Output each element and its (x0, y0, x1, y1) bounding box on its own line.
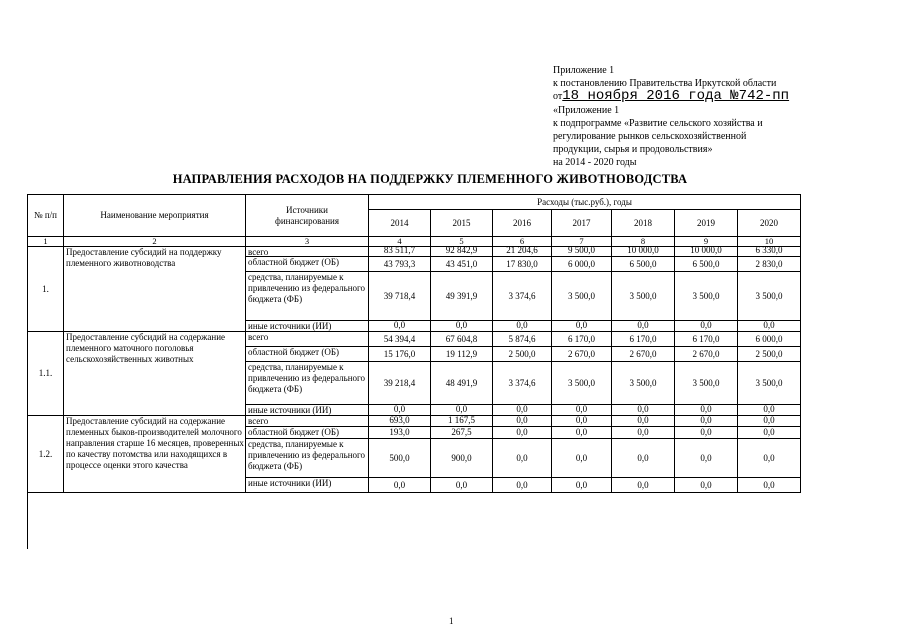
value-cell: 0,0 (493, 405, 552, 416)
value-cell: 2 670,0 (552, 347, 612, 362)
value-cell: 0,0 (738, 416, 801, 427)
col-number: 10 (738, 237, 801, 247)
value-cell: 0,0 (738, 405, 801, 416)
value-cell: 19 112,9 (431, 347, 493, 362)
header-year: 2014 (369, 210, 431, 237)
value-cell: 6 170,0 (675, 332, 738, 347)
col-number: 5 (431, 237, 493, 247)
page-number: 1 (449, 616, 454, 626)
source-cell: средства, планируемые к привлечению из федерального бюджета (ФБ) (246, 362, 369, 405)
value-cell: 0,0 (738, 439, 801, 478)
col-number: 4 (369, 237, 431, 247)
value-cell: 15 176,0 (369, 347, 431, 362)
header-year: 2016 (493, 210, 552, 237)
value-cell: 6 170,0 (612, 332, 675, 347)
value-cell: 54 394,4 (369, 332, 431, 347)
col-number: 1 (28, 237, 64, 247)
value-cell: 67 604,8 (431, 332, 493, 347)
value-cell: 2 830,0 (738, 257, 801, 272)
value-cell: 0,0 (738, 427, 801, 439)
value-cell: 3 500,0 (552, 272, 612, 321)
value-cell: 900,0 (431, 439, 493, 478)
col-number: 3 (246, 237, 369, 247)
value-cell: 500,0 (369, 439, 431, 478)
value-cell: 6 330,0 (738, 247, 801, 257)
header-year: 2020 (738, 210, 801, 237)
value-cell: 9 500,0 (552, 247, 612, 257)
header-name: Наименование мероприятия (64, 195, 246, 237)
section-number: 1.1. (28, 332, 64, 416)
header-line-4: «Приложение 1 (553, 104, 620, 116)
section-number: 1.2. (28, 416, 64, 493)
value-cell: 3 374,6 (493, 362, 552, 405)
source-cell: областной бюджет (ОБ) (246, 427, 369, 439)
header-year: 2018 (612, 210, 675, 237)
handwritten-date: 18 ноября 2016 года №742-пп (562, 88, 790, 105)
value-cell: 3 500,0 (738, 272, 801, 321)
header-source: Источники финансирования (246, 195, 369, 237)
header-line-2: к постановлению Правительства Иркутской области (553, 78, 777, 90)
section-name: Предоставление субсидий на содержание племенного маточного поголовья сельскохозяйственных животных (64, 332, 246, 416)
value-cell: 0,0 (493, 416, 552, 427)
value-cell: 0,0 (493, 439, 552, 478)
section-number: 1. (28, 247, 64, 332)
source-cell: иные источники (ИИ) (246, 478, 369, 493)
header-year: 2015 (431, 210, 493, 237)
source-cell: иные источники (ИИ) (246, 321, 369, 332)
source-cell: всего (246, 332, 369, 347)
source-cell: областной бюджет (ОБ) (246, 257, 369, 272)
value-cell: 0,0 (552, 427, 612, 439)
header-line-7: продукции, сырья и продовольствия» (553, 144, 713, 156)
value-cell: 43 793,3 (369, 257, 431, 272)
source-cell: средства, планируемые к привлечению из федерального бюджета (ФБ) (246, 439, 369, 478)
value-cell: 3 500,0 (612, 272, 675, 321)
value-cell: 6 170,0 (552, 332, 612, 347)
header-line-6: регулирование рынков сельскохозяйственной (553, 131, 747, 143)
value-cell: 0,0 (612, 321, 675, 332)
value-cell: 267,5 (431, 427, 493, 439)
value-cell: 48 491,9 (431, 362, 493, 405)
col-number: 9 (675, 237, 738, 247)
section-name: Предоставление субсидий на содержание племенных быков-производителей молочного направления старше 16 месяцев, проверенных по качеству потомства или находящихся в процессе оценки этого качества (64, 416, 246, 493)
value-cell: 2 670,0 (675, 347, 738, 362)
value-cell: 43 451,0 (431, 257, 493, 272)
value-cell: 3 500,0 (675, 272, 738, 321)
value-cell: 2 670,0 (612, 347, 675, 362)
value-cell: 3 374,6 (493, 272, 552, 321)
header-expenses: Расходы (тыс.руб.), годы (369, 195, 801, 210)
header-year: 2017 (552, 210, 612, 237)
value-cell: 0,0 (675, 416, 738, 427)
source-cell: всего (246, 416, 369, 427)
value-cell: 83 511,7 (369, 247, 431, 257)
value-cell: 21 204,6 (493, 247, 552, 257)
value-cell: 3 500,0 (738, 362, 801, 405)
col-number: 8 (612, 237, 675, 247)
value-cell: 0,0 (612, 405, 675, 416)
value-cell: 3 500,0 (612, 362, 675, 405)
value-cell: 1 167,5 (431, 416, 493, 427)
header-num: № п/п (28, 195, 64, 237)
source-cell: областной бюджет (ОБ) (246, 347, 369, 362)
value-cell: 3 500,0 (552, 362, 612, 405)
value-cell: 0,0 (738, 321, 801, 332)
value-cell: 0,0 (738, 478, 801, 493)
value-cell: 0,0 (675, 478, 738, 493)
value-cell: 0,0 (493, 321, 552, 332)
value-cell: 0,0 (612, 427, 675, 439)
value-cell: 2 500,0 (493, 347, 552, 362)
header-line-8: на 2014 - 2020 годы (553, 157, 637, 169)
value-cell: 0,0 (493, 478, 552, 493)
value-cell: 0,0 (675, 405, 738, 416)
value-cell: 10 000,0 (675, 247, 738, 257)
value-cell: 39 718,4 (369, 272, 431, 321)
value-cell: 6 500,0 (675, 257, 738, 272)
value-cell: 0,0 (612, 439, 675, 478)
value-cell: 0,0 (369, 321, 431, 332)
value-cell: 2 500,0 (738, 347, 801, 362)
value-cell: 0,0 (552, 416, 612, 427)
value-cell: 0,0 (552, 321, 612, 332)
appendix-header (553, 64, 893, 170)
source-cell: средства, планируемые к привлечению из федерального бюджета (ФБ) (246, 272, 369, 321)
value-cell: 693,0 (369, 416, 431, 427)
value-cell: 6 000,0 (738, 332, 801, 347)
header-date-prefix: от (553, 91, 563, 103)
value-cell: 3 500,0 (675, 362, 738, 405)
source-cell: всего (246, 247, 369, 257)
value-cell: 0,0 (431, 405, 493, 416)
value-cell: 92 842,9 (431, 247, 493, 257)
value-cell: 0,0 (675, 439, 738, 478)
value-cell: 0,0 (612, 478, 675, 493)
value-cell: 39 218,4 (369, 362, 431, 405)
value-cell: 0,0 (675, 427, 738, 439)
col-number: 7 (552, 237, 612, 247)
value-cell: 0,0 (493, 427, 552, 439)
document-title: НАПРАВЛЕНИЯ РАСХОДОВ НА ПОДДЕРЖКУ ПЛЕМЕННОГО ЖИВОТНОВОДСТВА (172, 172, 688, 186)
value-cell: 0,0 (369, 478, 431, 493)
section-name: Предоставление субсидий на поддержку племенного животноводства (64, 247, 246, 332)
source-cell: иные источники (ИИ) (246, 405, 369, 416)
col-number: 2 (64, 237, 246, 247)
header-line-1: Приложение 1 (553, 65, 615, 76)
value-cell: 193,0 (369, 427, 431, 439)
value-cell: 0,0 (552, 439, 612, 478)
expenses-table (27, 194, 801, 549)
value-cell: 17 830,0 (493, 257, 552, 272)
value-cell: 6 500,0 (612, 257, 675, 272)
value-cell: 0,0 (431, 321, 493, 332)
value-cell: 0,0 (675, 321, 738, 332)
value-cell: 49 391,9 (431, 272, 493, 321)
value-cell: 0,0 (431, 478, 493, 493)
value-cell: 10 000,0 (612, 247, 675, 257)
value-cell: 0,0 (612, 416, 675, 427)
col-number: 6 (493, 237, 552, 247)
header-line-3 (553, 90, 893, 103)
value-cell: 0,0 (552, 478, 612, 493)
value-cell: 6 000,0 (552, 257, 612, 272)
header-year: 2019 (675, 210, 738, 237)
value-cell: 0,0 (552, 405, 612, 416)
header-line-5: к подпрограмме «Развитие сельского хозяйства и (553, 117, 763, 129)
value-cell: 5 874,6 (493, 332, 552, 347)
value-cell: 0,0 (369, 405, 431, 416)
